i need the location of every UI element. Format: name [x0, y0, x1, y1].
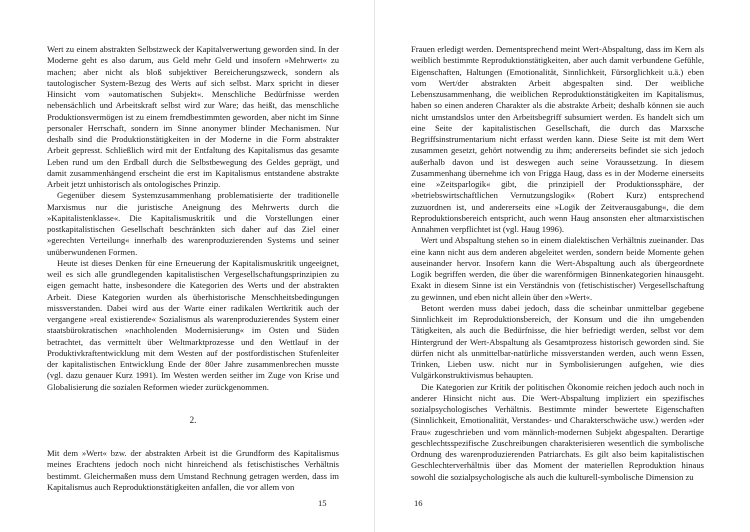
section-spacer: [47, 393, 339, 415]
right-page: [375, 0, 750, 532]
paragraph: Betont werden muss dabei jedoch, dass die scheinbar unmittelbar gegebene Sinnlichkeit im Reproduktionsbereich, der Konsum und die ihn umgebenden Tätigkeiten, als auch die Bedürfnisse, die hier befriedigt werden, selbst vor dem Hintergrund der Wert-Abspaltung als Gesamtprozess historisch geworden sind. Sie dürfen nicht als unmittelbar-natürliche missverstanden werden, auch wenn Essen, Trinken, Lieben usw. nicht nur in Symbolisierungen aufgehen, wie dies Vulgärkonstruktivismus behaupten.: [411, 302, 704, 381]
paragraph: Heute ist dieses Denken für eine Erneuerung der Kapitalismuskritik ungeeignet, weil es sich alle grundlegenden kapitalistischen Vergesellschaftungsprinzipien zu eigen gemacht hatte, insbesondere die Kategorien des Werts und der abstrakten Arbeit. Diese Kategorien wurden als überhistorische Menschheitsbedingungen missverstanden. Dabei wird aus der Warte einer radikalen Wertkritik auch der vergangene »real existierende« Sozialismus als warenproduzierendes System einer staatsbürokratischen »nachholenden Modernisierung« im Osten und Süden betrachtet, das vermittelt über Weltmarktprozesse und den Wettlauf in der Produktivkraftentwicklung mit dem Westen auf der postfordistischen Stufenleiter der kapitalistischen Entwicklung Ende der 80er Jahre zusammenbrechen musste (vgl. dazu genauer Kurz 1991). Im Westen werden seither im Zuge von Krise und Globalisierung die sozialen Reformen wieder zurückgenommen.: [47, 257, 339, 392]
section-spacer: [47, 426, 339, 448]
left-page-text: [47, 44, 339, 493]
page-number: 15: [318, 498, 327, 508]
right-page-text: [411, 44, 704, 483]
paragraph: Wert zu einem abstrakten Selbstzweck der Kapitalverwertung geworden sind. In der Moderne geht es also darum, aus Geld mehr Geld und insofern »Mehrwert« zu machen; aber nicht als bloß subjektiver Bereicherungszweck, sondern als tautologischer System-Bezug des Werts auf sich selbst. Marx spricht in dieser Hinsicht vom »automatischen Subjekt«. Menschliche Bedürfnisse werden nebensächlich und Arbeitskraft selbst wird zur Ware; das heißt, das menschliche Produktionsvermögen ist zu einem fremdbestimmten geworden, aber nicht im Sinne personaler Herrschaft, sondern im Sinne anonymer blinder Mechanismen. Nur deshalb sind die Produktionstätigkeiten in der Moderne in die Form abstrakter Arbeit gepresst. Schließlich wird mit der Entfaltung des Kapitalismus das gesamte Leben rund um den Erdball durch die Selbstbewegung des Geldes geprägt, und damit zusammenhängend erscheint die erst im Kapitalismus entstandene abstrakte Arbeit jetzt unhistorisch als ontologisches Prinzip.: [47, 44, 339, 189]
page-number: 16: [414, 498, 423, 508]
paragraph: Gegenüber diesem Systemzusammenhang problematisierte der traditionelle Marxismus nur die juristische Aneignung des Mehrwerts durch die »Kapitalistenklasse«. Die Kapitalismuskritik und die Vorstellungen einer postkapitalistischen Gesellschaft beschränkten sich daher auf das Ziel einer »gerechten Verteilung« innerhalb des warenproduzierenden Systems und seiner unüberwundenen Formen.: [47, 190, 339, 257]
section-heading: 2.: [189, 414, 197, 425]
paragraph: Frauen erledigt werden. Dementsprechend meint Wert-Abspaltung, dass im Kern als weiblich bestimmte Reproduktionstätigkeiten, aber auch damit verbundene Gefühle, Eigenschaften, Haltungen (Emotionalität, Sinnlichkeit, Fürsorglichkeit u.ä.) eben vom Wert/der abstrakten Arbeit abgespalten sind. Der weibliche Lebenszusammenhang, die weiblichen Reproduktionstätigkeiten im Kapitalismus, haben so einen anderen Charakter als die abstrakte Arbeit; deshalb können sie auch nicht umstandslos unter den Arbeitsbegriff subsumiert werden. Es handelt sich um eine Seite der kapitalistischen Gesellschaft, die durch das Marxsche Begriffsinstrumentarium nicht erfasst werden kann. Diese Seite ist mit dem Wert zusammen gesetzt, gehört notwendig zu ihm; andererseits befindet sie sich jedoch außerhalb davon und ist deswegen auch seine Voraussetzung. In diesem Zusammenhang übernehme ich von Frigga Haug, dass es in der Moderne einerseits eine »Zeitsparlogik« gibt, die prinzipiell der Produktionssphäre, der »betriebswirtschaftlichen Vernutzungslogik« (Robert Kurz) entsprechend zuzuordnen ist, und andererseits eine »Logik der Zeitverausgabung«, die dem Reproduktionsbereich entspricht, auch wenn Haug ansonsten eher altmarxistischen Annahmen verpflichtet ist (vgl. Haug 1996).: [411, 44, 704, 234]
paragraph: Wert und Abspaltung stehen so in einem dialektischen Verhältnis zueinander. Das eine kann nicht aus dem anderen abgeleitet werden, sondern beide Momente gehen auseinander hervor. Insofern kann die Wert-Abspaltung auch als übergeordnete Logik begriffen werden, die über die warenförmigen Binnenkategorien hinausgeht. Exakt in diesem Sinne ist ein Verständnis von (fetischistischer) Vergesellschaftung zu gewinnen, und eben nicht allein über den »Wert«.: [411, 235, 704, 302]
paragraph: Mit dem »Wert« bzw. der abstrakten Arbeit ist die Grundform des Kapitalismus meines Erachtens jedoch noch nicht hinreichend als fetischistisches Verhältnis bestimmt. Gleichermaßen muss dem Umstand Rechnung getragen werden, dass im Kapitalismus auch Reproduktionstätigkeiten anfallen, die vor allem von: [47, 448, 339, 492]
paragraph: Die Kategorien zur Kritik der politischen Ökonomie reichen jedoch auch noch in anderer Hinsicht nicht aus. Die Wert-Abspaltung impliziert ein spezifisches sozialpsychologisches Verhältnis. Bestimmte minder bewertete Eigenschaften (Sinnlichkeit, Emotionalität, Verstandes- und Charakterschwäche usw.) werden »der Frau« zugeschrieben und vom männlich-modernen Subjekt abgespalten. Derartige geschlechtsspezifische Zuschreibungen charakterisieren wesentlich die symbolische Ordnung des warenproduzierenden Patriarchats. Es gilt also beim kapitalistischen Geschlechterverhältnis über das Moment der materiellen Reproduktion hinaus sowohl die sozialpsychologische als auch die kulturell-symbolische Dimension zu: [411, 381, 704, 482]
